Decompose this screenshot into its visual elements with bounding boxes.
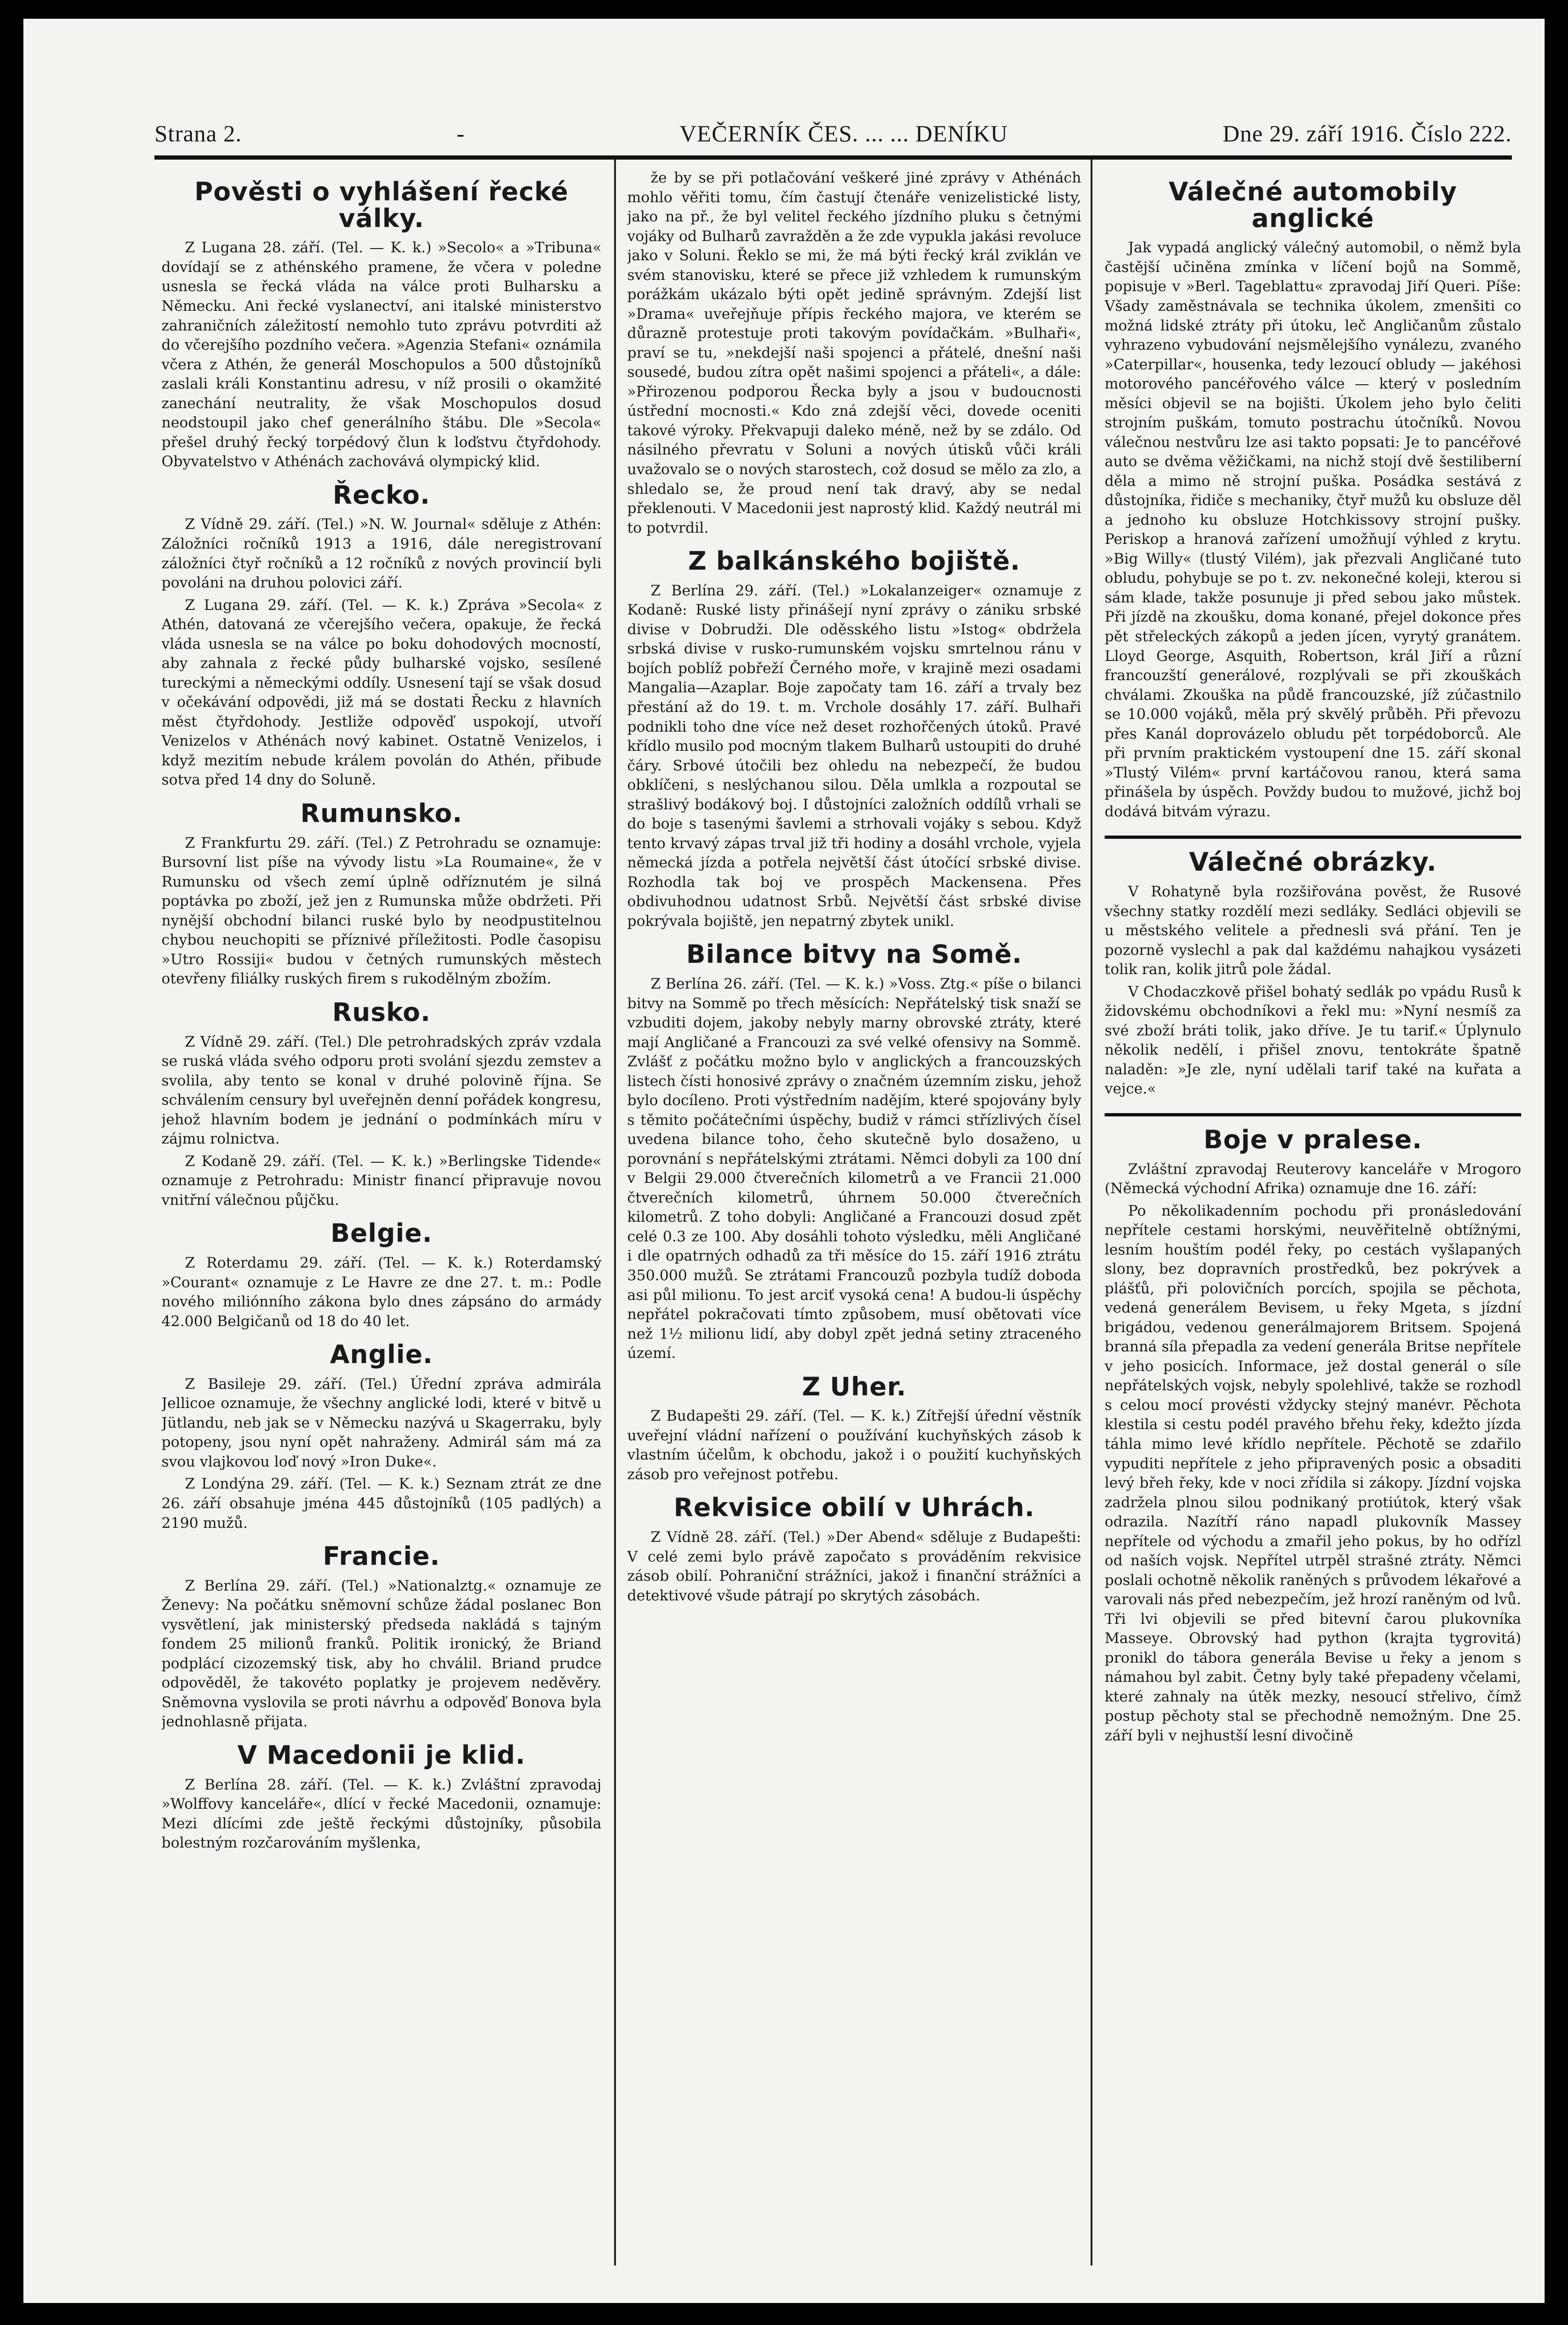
- article-paragraph: Z Vídně 29. září. (Tel.) Dle petrohradských zpráv vzdala se ruská vláda svého odporu proti svolání sjezdu zemstev a svolila, aby tento se konal v druhé polovině října. Se schválením censury byl uveřejněn denní pořádek kongresu, jehož hlavním bodem je jednání o podmínkách míru v zájmu rolnictva.: [161, 1033, 601, 1148]
- column-divider: [1091, 159, 1092, 2266]
- article-headline: Belgie.: [330, 1218, 432, 1248]
- section-rule: [1105, 1113, 1521, 1116]
- article-paragraph: Z Basileje 29. září. (Tel.) Úřední zpráva admirála Jellicoe oznamuje, že všechny anglické lodi, které v bitvě u Jütlandu, neb jak se v Německu nazývá u Skagerraku, byly potopeny, jsou nyní opět nahraženy. Admirál sám má za svou vlajkovou loď nový »Iron Duke«.: [161, 1375, 601, 1470]
- article: [161, 1742, 601, 1853]
- article-headline: Boje v pralese.: [1203, 1124, 1422, 1154]
- article-headline: V Macedonii je klid.: [237, 1740, 526, 1770]
- article-paragraph: V Rohatyně byla rozšiřována pověst, že Rusové všechny statky rozdělí mezi sedláky. Sedláci objevili se u městského velitele a přednesli svá přání. Ten je pozorně vyslechl a pak dal každému nahajkou vysázeti tolik ran, kolik jitrů pole žádal.: [1105, 883, 1521, 978]
- article: [1105, 849, 1521, 1099]
- article: [1105, 1124, 1521, 1746]
- article-paragraph: Z Kodaně 29. září. (Tel. — K. k.) »Berlingske Tidende« oznamuje z Petrohradu: Ministr financí připravuje novou vnitřní válečnou půjčku.: [161, 1152, 601, 1209]
- article: [627, 1495, 1081, 1606]
- article-paragraph: Z Frankfurtu 29. září. (Tel.) Z Petrohradu se oznamuje: Bursovní list píše na vývody listu »La Roumaine«, že v Rumunsku od všech zemí úplně odříznutém je silná poptávka po zboží, jež jen z Rumunska může obdržeti. Při nynější obchodní bilanci ruské bylo by neodpustitelnou chybou neuchopiti se příznivé příležitosti. Podle časopisu »Utro Rossiji« budou v četných rumunských městech otevřeny filiálky ruských firem s rukodělným zbožím.: [161, 834, 601, 988]
- article-paragraph: Z Berlína 29. září. (Tel.) »Lokalanzeiger« oznamuje z Kodaně: Ruské listy přinášejí nyní zprávy o zániku srbské divise v Dobrudži. Dle oděsského listu »Istog« obdržela srbská divise v rusko-rumunském vojsku smrtelnou ránu v bojích poblíž pobřeží Černého moře, v krajině mezi osadami Mangalia—Azaplar. Boje započaty tam 16. září a trvaly bez přestání až do 19. t. m. Vrchole dosáhly 17. září. Bulhaři podnikli toho dne více než deset rozhořčených útoků. Pravé křídlo musilo pod mocným tlakem Bulharů ustoupiti do druhé čáry. Srbové útočili bez ohledu na nebezpečí, že budou obklíčeni, s neslýchanou silou. Děla umlkla a rozpoutal se strašlivý bodákový boj. I důstojníci založních oddílů vrhali se do boje s tasenými šavlemi a strhovali vojáky s sebou. Když tento krvavý zápas trval již tři hodiny a dosáhl vrchole, vyjela německá jízda a potřela největší část útočící srbské divise. Rozhodla tak boj ve prospěch Mackensena. Přes obdivuhodnou udatnost Srbů. Největší část srbské divise pokrývala bojiště, jen nepatrný zbytek unikl.: [627, 582, 1081, 930]
- article-headline: Anglie.: [330, 1340, 433, 1370]
- article: [161, 1220, 601, 1331]
- masthead: [154, 112, 1512, 154]
- article: [161, 179, 601, 472]
- article: [627, 941, 1081, 1363]
- article-paragraph: Z Vídně 28. září. (Tel.) »Der Abend« sděluje z Budapešti: V celé zemi bylo právě započato s prováděním rekvisice zásob obilí. Pohraniční strážníci, jakož i finanční strážníci a detektivové všude pátrají po skrytých zásobách.: [627, 1529, 1081, 1604]
- column-2: [627, 169, 1081, 2261]
- article-headline: Válečné obrázky.: [1189, 847, 1437, 877]
- article-paragraph: Z Roterdamu 29. září. (Tel. — K. k.) Roterdamský »Courant« oznamuje z Le Havre ze dne 27. t. m.: Podle nového miliónního zákona bylo dnes zápsáno do armády 42.000 Belgičanů od 18 do 40 let.: [161, 1254, 601, 1330]
- article-paragraph: Z Londýna 29. září. (Tel. — K. k.) Seznam ztrát ze dne 26. září obsahuje jména 445 důstojníků (105 padlých) a 2190 mužů.: [161, 1475, 601, 1532]
- article-paragraph: Z Lugana 29. září. (Tel. — K. k.) Zpráva »Secola« z Athén, datovaná ze včerejšího večera, opakuje, že řecká vláda usnesla se na válce po boku dohodových mocností, aby zahnala z řecké půdy bulharské vojsko, sesílené tureckými a německými oddíly. Usnesení tají se však dosud v očekávání odpovědi, již má se dostati Řecku z hlavních měst čtyřdohody. Jestliže odpověď uspokojí, utvoří Venizelos v Athénách nový kabinet. Ostatně Venizelos, i když mezitím nebude králem povolán do Athén, přibude sotva před 14 dny do Soluně.: [161, 596, 601, 789]
- article-paragraph: Z Budapešti 29. září. (Tel. — K. k.) Zítřejší úřední věstník uveřejní vládní nařízení o používání kuchyňských zásob k vlastním účelům, k obchodu, jakož i o použití kuchyňských zásob pro veřejnost potřebu.: [627, 1408, 1081, 1483]
- article: [161, 1342, 601, 1533]
- column-1: [161, 169, 601, 2261]
- article-paragraph: Po několikadenním pochodu při pronásledování nepřítele cestami horskými, neuvěřitelně obtížnými, lesním houštím podél řeky, po cestách vyšlapaných slony, bez dopravních prostředků, bez pokrývek a plášťů, při polovičních porcích, spojila se pěchota, vedená generálem Bevisem, u řeky Mgeta, s jízdní brigádou, vedenou generálmajorem Britsem. Spojená branná síla přepadla za vedení generála Britse nepřítele v jeho posicích. Informace, jež dostal generál o síle nepřátelských vojsk, nebyly spolehlivé, takže se rozhodl s celou mocí provésti vždycky stejný manévr. Pěchota klestila si cestu podél pravého břehu řeky, kdežto jízda táhla mimo levé křídlo nepřítele. Pěchotě se zdařilo vypuditi nepřítele z jeho připravených posic a obsaditi levý břeh řeky, kde v noci zřídila si zákopy. Jízdní vojska zadržela plnou silou podnikaný protiútok, který však odrazila. Nazítří ráno napadl plukovník Massey nepřítele od východu a zmařil jeho pokus, by ho odřízl od naších vojsk. Nepřítel utrpěl strašné ztráty. Němci poslali ochotně několik raněných s průvodem lékařové a varovali nás před nebezpečím, jež hrozí raněným od lvů. Tři lvi objevili se před bitevní čarou plukovníka Masseye. Obrovský had python (krajta tygrovitá) pronikl do tábora generála Bevise u řeky a jenom s námahou byl zabit. Četny byly také přepadeny včelami, které zahnaly na útěk mezky, nesoucí střelivo, čímž postup pěchoty stal se přechodně nemožným. Dne 25. září byli v nejhustší lesní divočině: [1105, 1202, 1521, 1744]
- masthead-dash: -: [456, 120, 465, 147]
- article: [161, 1543, 601, 1732]
- article: [161, 800, 601, 989]
- issue-date: Dne 29. září 1916. Číslo 222.: [1223, 120, 1512, 147]
- article-paragraph: Z Berlína 28. září. (Tel. — K. k.) Zvláštní zpravodaj »Wolffovy kanceláře«, dlící v řecké Macedonii, oznamuje: Mezi dlícími zde ještě řeckými důstojníky, působila bolestným rozčarováním myšlenka,: [161, 1776, 601, 1852]
- article-paragraph: Z Berlína 29. září. (Tel.) »Nationalztg.« oznamuje ze Ženevy: Na počátku sněmovní schůze žádal poslanec Bon vysvětlení, jak ministerský předseda nakládá s tajným fondem 25 milionů franků. Politik ironický, že Briand podplácí cizozemský tisk, aby ho chválil. Briand prudce odpověděl, že takovéto poplatky je projevem neděvěry. Sněmovna vyslovila se proti návrhu a odpověď Bonova byla jednohlasně přijata.: [161, 1577, 601, 1731]
- article-headline: Bilance bitvy na Somě.: [686, 939, 1022, 969]
- header-rule: [154, 155, 1512, 160]
- article-headline: Válečné automobily anglické: [1168, 177, 1458, 233]
- article: [627, 548, 1081, 931]
- article-paragraph: Jak vypadá anglický válečný automobil, o němž byla častější učiněna zmínka v líčení bojů na Sommě, popisuje v »Berl. Tageblattu« zpravodaj Jiří Queri. Píše: Všady zaměstnávala se technika úkolem, zmenšiti co možná lidské ztráty při útoku, leč Angličanům zůstalo vyhrazeno vybudování nejsmělejšího vynálezu, zvaného »Caterpillar«, housenka, tedy lezoucí obludy — jakéhosi motorového pancéřového válce — který v posledním měsíci objevil se na bojišti. Úkolem jeho bylo čeliti strojním puškám, tomuto postrachu útočníků. Novou válečnou nestvůru lze asi takto popsati: Je to pancéřové auto se dvěma věžičkami, na nichž stojí dvě šestiliberní děla a mimo ně strojní puška. Posádka sestává z důstojníka, řidiče s mechaniky, čtyř mužů ku obsluze děl a jednoho ku obsluze Hotchkissovy strojní pušky. Periskop a hranová zařízení umožňují výhled z krytu. »Big Willy« (tlustý Vilém), jak přezvali Angličané tuto obludu, pohybuje se po t. zv. nekonečné koleji, kterou si sám klade, takže posunuje ji před sebou jako můstek. Při jízdě na zkoušku, doma konané, přejel dokonce přes pět střeleckých zákopů a jeden jícen, vyrytý granátem. Lloyd George, Asquith, Robertson, král Jiří a různí francouzští generálové, rozplývali se při zkouškách chválami. Zkouška na půdě francouzské, jíž zúčastnilo se 10.000 vojáků, měla prý skvělý průběh. Při převozu přes Kanál doprovázelo obludu pět torpédoborců. Ale při prvním praktickém vystoupení dne 15. září skonal »Tlustý Vilém« první kartáčovou ranou, která sama přinášela by úspěch. Povždy budou to mužové, jichž boj dodává bitvám výrazu.: [1105, 239, 1521, 820]
- article-headline: Z balkánského bojiště.: [688, 546, 1020, 576]
- article-paragraph: že by se při potlačování veškeré jiné zprávy v Athénách mohlo věřiti tomu, čím častují čtenáře venizelistické listy, jako na př., že byl velitel řeckého jízdního pluku s četnými vojáky od Bulharů zavražděn a že zde vypukla jakási revoluce jako v Soluni. Řeklo se mi, že má býti řecký král zviklán ve svém stanovisku, které se přece již vzhledem k rumunským porážkám ukázalo býti opět jedině správným. Zdejší list »Drama« uveřejňuje přípis řeckého majora, ve kterém se důrazně protestuje proti takovým povídačkám. »Bulhaři«, praví se tu, »nekdejší naši spojenci a přátelé, dnešní naši sousedé, budou zítra opět našimi spojenci a přáteli«, a dále: »Přirozenou podporou Řecka byly a jsou v budoucnosti ústřední mocnosti.« Kdo zná zdejší věci, dovede oceniti takové výroky. Překvapuji daleko méně, než by se zdálo. Od násilného převratu v Soluni a nových útisků vůči králi uvažovalo se o nových starostech, což dosud se mělo za zlo, a shledalo se, že proud není tak dravý, aby se nedal překlenouti. V Macedonii jest naprostý klid. Každý neutrál mi to potvrdil.: [627, 169, 1081, 536]
- article-paragraph: V Chodaczkově přišel bohatý sedlák po vpádu Rusů k židovskému obchodníkovi a řekl mu: »Nyní nesmíš za své zboží bráti tolik, jako dříve. Je tu tarif.« Úplynulo několik nedělí, i přišel znovu, tentokráte špatně naladěn: »Je zle, nyní udělali tarif také na kuřata a vejce.«: [1105, 983, 1521, 1098]
- column-3: [1105, 169, 1521, 2261]
- article-headline: Rusko.: [332, 997, 431, 1027]
- article: [627, 169, 1081, 538]
- article-paragraph: Z Lugana 28. září. (Tel. — K. k.) »Secolo« a »Tribuna« dovídají se z athénského pramene, že včera v poledne usnesla se řecká vláda na válce proti Bulharsku a Německu. Ani řecké vyslanectví, ani italské ministerstvo zahraničních záležitostí nemohlo tuto zprávu potvrditi až do včerejšího pozdního večera. »Agenzia Stefani« oznámila včera z Athén, že generál Moschopulos a 500 důstojníků zaslali králi Konstantinu adresu, v níž prosili o okamžité zanechání neutrality, že však Moschopulos dosud neodstoupil jako chef generálního štábu. Dle »Secola« přešel druhý řecký torpédový člun k loďstvu čtyřdohody. Obyvatelstvo v Athénách zachovává olympický klid.: [161, 239, 601, 470]
- article-headline: Pověsti o vyhlášení řecké války.: [194, 177, 569, 233]
- article-headline: Francie.: [322, 1541, 440, 1571]
- article-headline: Z Uher.: [802, 1372, 907, 1401]
- column-divider: [614, 159, 616, 2266]
- page-number: Strana 2.: [154, 120, 242, 147]
- article: [627, 1374, 1081, 1485]
- section-rule: [1105, 836, 1521, 839]
- article-headline: Rumunsko.: [300, 798, 463, 828]
- newspaper-page: [23, 19, 1545, 2303]
- article-headline: Řecko.: [332, 480, 431, 510]
- article-paragraph: Z Vídně 29. září. (Tel.) »N. W. Journal« sděluje z Athén: Záložníci ročníků 1913 a 1916, dále neregistrovaní záložníci čtyř ročníků a 12 ročníků z nových provincií byli povoláni na druhou polovici září.: [161, 516, 601, 592]
- article: [161, 482, 601, 790]
- article: [1105, 179, 1521, 821]
- article: [161, 999, 601, 1210]
- article-headline: Rekvisice obilí v Uhrách.: [674, 1493, 1035, 1523]
- article-paragraph: Z Berlína 26. září. (Tel. — K. k.) »Voss. Ztg.« píše o bilanci bitvy na Sommě po třech měsících: Nepřátelský tisk snaží se vzbuditi dojem, jakoby nebyly marny obrovské ztráty, které mají Angličané a Francouzi za své velké ofensivy na Sommě. Zvlášť z počátku možno bylo v anglických a francouzských listech čísti honosivé zprávy o značném územním zisku, jehož bylo docíleno. Proti výstředním nadějím, které spojovány byly s těmito počátečními úspěchy, budiž v rámci střízlivých čísel uvedena bilance toho, čeho skutečně bylo dosaženo, u porovnání s nepřátelskými ztrátami. Němci dobyli za 100 dní v Belgii 29.000 čtverečních kilometrů a ve Francii 21.000 čtverečních kilometrů, úhrnem 50.000 čtverečních kilometrů. Z toho dobyli: Angličané a Francouzi dosud zpět celé 0.3 ze 100. Aby dosáhli tohoto výsledku, měli Angličané i dle opatrných odhadů za tři měsíce do 15. září 1916 ztrátu 350.000 mužů. Se ztrátami Francouzů pozbyla tudíž doboda asi půl milionu. To jest arciť vysoká cena! A budou-li úspěchy nepřátel pokračovati tímto způsobem, musí obětovati více než 1½ milionu lidí, aby dobyl zpět jedná setiny ztraceného území.: [627, 975, 1081, 1362]
- newspaper-title: VEČERNÍK ČES. ... ... DENÍKU: [679, 120, 1008, 147]
- article-paragraph: Zvláštní zpravodaj Reuterovy kanceláře v Mrogoro (Německá východní Afrika) oznamuje dne 16. září:: [1105, 1160, 1521, 1197]
